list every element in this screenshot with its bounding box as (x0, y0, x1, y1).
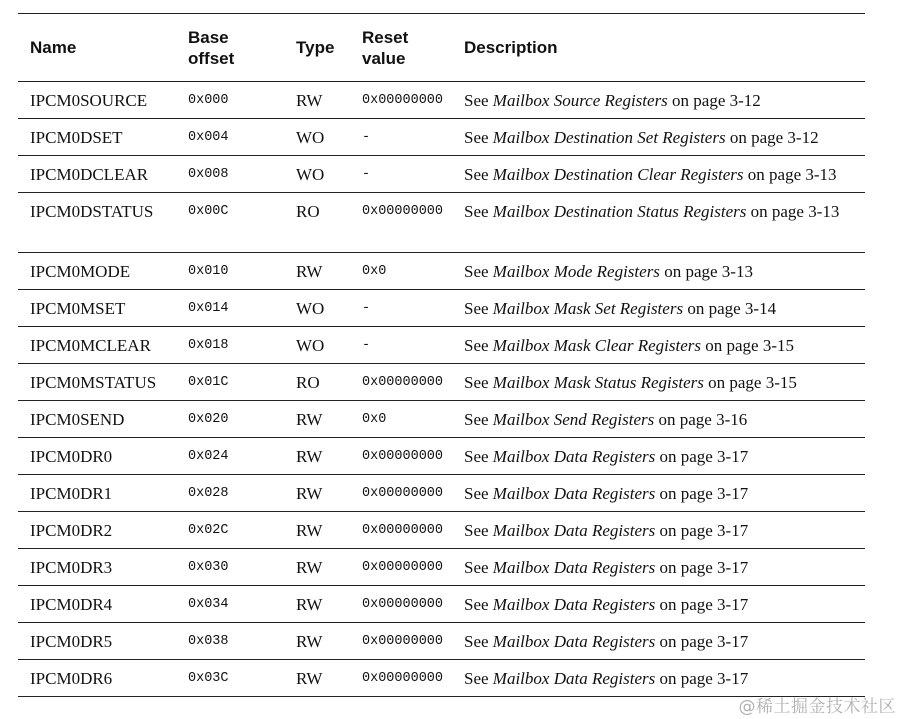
description: See Mailbox Mode Registers on page 3-13 (464, 262, 753, 281)
table-row (18, 549, 865, 586)
register-type: RW (296, 632, 323, 651)
description: See Mailbox Data Registers on page 3-17 (464, 521, 749, 540)
table-row (18, 82, 865, 119)
base-offset: 0x000 (188, 93, 229, 108)
base-offset: 0x014 (188, 301, 229, 316)
table-body (18, 82, 865, 697)
reset-value: 0x0 (362, 412, 387, 427)
register-type: RW (296, 410, 323, 429)
table-row (18, 475, 865, 512)
register-type: WO (296, 128, 325, 147)
register-type: RW (296, 262, 323, 281)
cross-reference-link[interactable]: Mailbox Data Registers (492, 484, 656, 503)
description: See Mailbox Destination Status Registers on page 3-13 (464, 202, 840, 221)
register-type: WO (296, 165, 325, 184)
register-type: RW (296, 595, 323, 614)
register-type: RW (296, 91, 323, 110)
base-offset: 0x020 (188, 412, 229, 427)
table-row (18, 401, 865, 438)
register-summary-table (18, 13, 865, 697)
cross-reference-link[interactable]: Mailbox Destination Clear Registers (492, 165, 744, 184)
register-name: IPCM0MSTATUS (30, 373, 157, 392)
register-type: RO (296, 373, 320, 392)
register-name: IPCM0MCLEAR (30, 336, 151, 355)
column-header-name: Name (30, 38, 77, 57)
base-offset: 0x030 (188, 560, 229, 575)
cross-reference-link[interactable]: Mailbox Data Registers (492, 521, 656, 540)
table-row (18, 290, 865, 327)
base-offset: 0x03C (188, 671, 229, 686)
base-offset: 0x01C (188, 375, 229, 390)
reset-value: 0x00000000 (362, 634, 444, 649)
cross-reference-link[interactable]: Mailbox Mask Set Registers (492, 299, 684, 318)
site-watermark: @稀土掘金技术社区 (738, 697, 896, 717)
table-row (18, 586, 865, 623)
reset-value: 0x00000000 (362, 523, 444, 538)
cross-reference-link[interactable]: Mailbox Mask Status Registers (492, 373, 704, 392)
register-summary-table-container (18, 13, 865, 697)
cross-reference-link[interactable]: Mailbox Data Registers (492, 595, 656, 614)
register-type: WO (296, 336, 325, 355)
base-offset: 0x010 (188, 264, 229, 279)
register-name: IPCM0DR0 (30, 447, 113, 466)
register-name: IPCM0DR1 (30, 484, 113, 503)
table-row (18, 327, 865, 364)
base-offset: 0x024 (188, 449, 229, 464)
register-type: RO (296, 202, 320, 221)
table-row (18, 156, 865, 193)
reset-value: 0x00000000 (362, 449, 444, 464)
cross-reference-link[interactable]: Mailbox Data Registers (492, 669, 656, 688)
reset-value: - (362, 167, 371, 182)
base-offset: 0x02C (188, 523, 229, 538)
register-name: IPCM0MSET (30, 299, 126, 318)
register-type: RW (296, 558, 323, 577)
column-header-type: Type (296, 38, 335, 57)
reset-value: - (362, 130, 371, 145)
description: See Mailbox Data Registers on page 3-17 (464, 595, 749, 614)
table-row (18, 438, 865, 475)
table-row (18, 193, 865, 253)
reset-value: 0x00000000 (362, 486, 444, 501)
reset-value: 0x00000000 (362, 375, 444, 390)
reset-value: 0x0 (362, 264, 387, 279)
base-offset: 0x004 (188, 130, 229, 145)
cross-reference-link[interactable]: Mailbox Data Registers (492, 558, 656, 577)
base-offset: 0x00C (188, 204, 229, 219)
description: See Mailbox Destination Clear Registers on page 3-13 (464, 165, 837, 184)
register-name: IPCM0DSET (30, 128, 123, 147)
description: See Mailbox Data Registers on page 3-17 (464, 632, 749, 651)
column-header-base-offset: Base offset (188, 27, 235, 68)
table-header-row (18, 14, 865, 82)
register-name: IPCM0DR4 (30, 595, 113, 614)
register-name: IPCM0DCLEAR (30, 165, 149, 184)
description: See Mailbox Source Registers on page 3-12 (464, 91, 761, 110)
register-name: IPCM0DR5 (30, 632, 113, 651)
register-type: RW (296, 521, 323, 540)
reset-value: - (362, 301, 371, 316)
description: See Mailbox Send Registers on page 3-16 (464, 410, 748, 429)
table-row (18, 119, 865, 156)
table-row (18, 623, 865, 660)
register-name: IPCM0SEND (30, 410, 125, 429)
reset-value: 0x00000000 (362, 204, 444, 219)
cross-reference-link[interactable]: Mailbox Mask Clear Registers (492, 336, 702, 355)
register-name: IPCM0DR6 (30, 669, 113, 688)
table-row (18, 660, 865, 697)
description: See Mailbox Mask Set Registers on page 3-14 (464, 299, 777, 318)
column-header-reset-value: Reset value (362, 27, 409, 68)
table-row (18, 512, 865, 549)
cross-reference-link[interactable]: Mailbox Data Registers (492, 632, 656, 651)
register-type: WO (296, 299, 325, 318)
register-name: IPCM0SOURCE (30, 91, 148, 110)
cross-reference-link[interactable]: Mailbox Send Registers (492, 410, 655, 429)
register-name: IPCM0DSTATUS (30, 202, 154, 221)
register-type: RW (296, 669, 323, 688)
column-header-description: Description (464, 38, 558, 57)
register-name: IPCM0DR3 (30, 558, 113, 577)
base-offset: 0x018 (188, 338, 229, 353)
base-offset: 0x008 (188, 167, 229, 182)
base-offset: 0x038 (188, 634, 229, 649)
description: See Mailbox Data Registers on page 3-17 (464, 558, 749, 577)
register-name: IPCM0MODE (30, 262, 131, 281)
reset-value: - (362, 338, 371, 353)
table-header (18, 14, 865, 82)
register-name: IPCM0DR2 (30, 521, 113, 540)
cross-reference-link[interactable]: Mailbox Destination Status Registers (492, 202, 747, 221)
base-offset: 0x028 (188, 486, 229, 501)
description: See Mailbox Mask Status Registers on page 3-15 (464, 373, 797, 392)
description: See Mailbox Data Registers on page 3-17 (464, 669, 749, 688)
description: See Mailbox Destination Set Registers on page 3-12 (464, 128, 819, 147)
reset-value: 0x00000000 (362, 597, 444, 612)
reset-value: 0x00000000 (362, 560, 444, 575)
reset-value: 0x00000000 (362, 671, 444, 686)
register-type: RW (296, 447, 323, 466)
cross-reference-link[interactable]: Mailbox Source Registers (492, 91, 668, 110)
reset-value: 0x00000000 (362, 93, 444, 108)
base-offset: 0x034 (188, 597, 229, 612)
table-row (18, 253, 865, 290)
register-type: RW (296, 484, 323, 503)
table-row (18, 364, 865, 401)
description: See Mailbox Data Registers on page 3-17 (464, 447, 749, 466)
description: See Mailbox Data Registers on page 3-17 (464, 484, 749, 503)
cross-reference-link[interactable]: Mailbox Destination Set Registers (492, 128, 726, 147)
cross-reference-link[interactable]: Mailbox Mode Registers (492, 262, 660, 281)
cross-reference-link[interactable]: Mailbox Data Registers (492, 447, 656, 466)
description: See Mailbox Mask Clear Registers on page 3-15 (464, 336, 795, 355)
